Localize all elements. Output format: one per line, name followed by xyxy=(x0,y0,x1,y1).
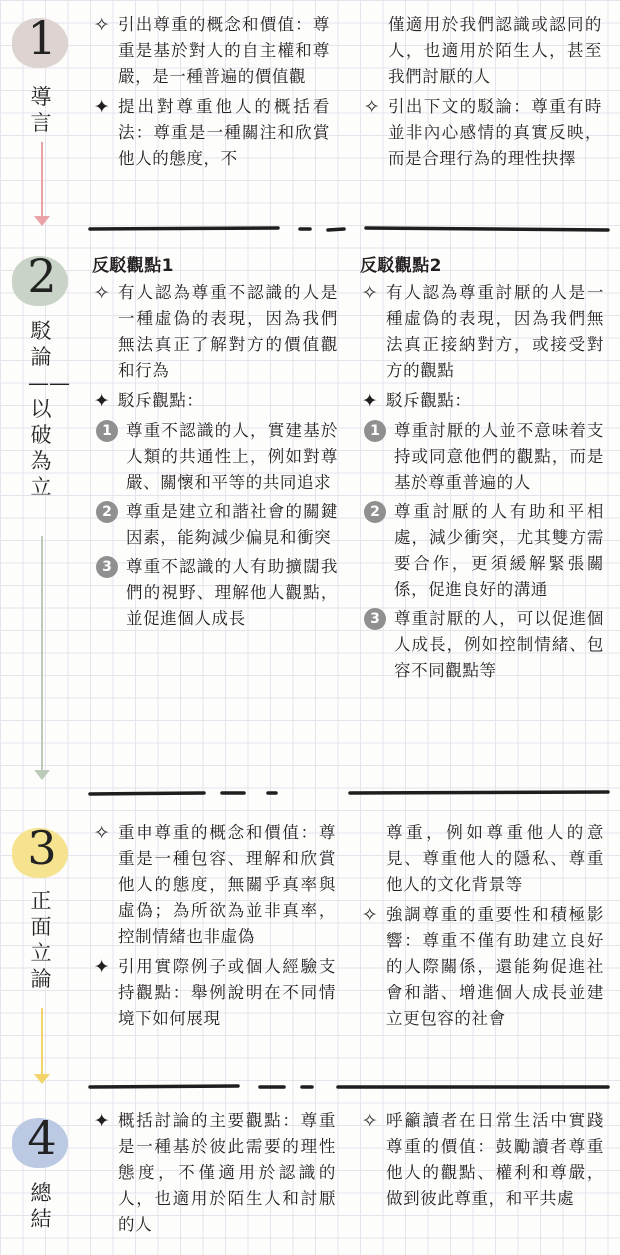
column-right xyxy=(360,254,604,687)
bullet-item xyxy=(92,954,336,1032)
number-2-badge: 2 xyxy=(96,501,118,523)
section-refutation xyxy=(0,246,620,790)
rebuttal-point xyxy=(360,418,604,496)
bullet-text: 僅適用於我們認識或認同的人，也適用於陌生人，甚至我們討厭的人 xyxy=(388,15,602,86)
bullet-text: 引用實際例子或個人經驗支持觀點：舉例說明在不同情境下如何展現 xyxy=(118,957,336,1028)
bullet-item xyxy=(92,12,330,90)
four-point-star-outline-icon: ✧ xyxy=(93,282,111,304)
bullet-item xyxy=(92,94,330,172)
flow-line xyxy=(41,142,43,220)
four-point-star-outline-icon: ✧ xyxy=(361,282,379,304)
four-point-star-filled-icon: ✦ xyxy=(93,96,111,118)
bullet-text: 提出對尊重他人的概括看法：尊重是一種關注和欣賞他人的態度，不 xyxy=(118,97,330,168)
flow-line xyxy=(41,1008,43,1078)
rebuttal-point xyxy=(92,554,338,632)
section-title xyxy=(28,84,54,136)
section-conclusion xyxy=(0,1104,620,1255)
bullet-text: 引出下文的駁論：尊重有時並非內心感情的真實反映，而是合理行為的理性抉擇 xyxy=(388,97,602,168)
flow-line xyxy=(41,536,43,772)
rebuttal-point xyxy=(92,418,338,496)
section-title-text: 總結 xyxy=(30,1181,52,1231)
claim-item xyxy=(92,280,338,384)
bullet-text: 強調尊重的重要性和積極影響：尊重不僅有助建立良好的人際關係，還能夠促進社會和諧、增進個人成長並建立更包容的社會 xyxy=(386,905,604,1028)
counterpoint-heading: 反駁觀點1 xyxy=(92,256,174,276)
section-divider xyxy=(88,786,612,800)
bullet-item xyxy=(360,1108,604,1212)
flow-arrow-icon xyxy=(34,770,50,780)
continued-text xyxy=(360,820,604,898)
column-left xyxy=(92,254,338,635)
four-point-star-outline-icon: ✧ xyxy=(361,904,379,926)
section-title-text: 駁論——以破為立 xyxy=(28,319,70,499)
rebuttal-label-item xyxy=(360,388,604,414)
number-3-badge: 3 xyxy=(96,556,118,578)
four-point-star-outline-icon: ✧ xyxy=(361,1110,379,1132)
four-point-star-filled-icon: ✦ xyxy=(93,956,111,978)
claim-item xyxy=(360,280,604,384)
number-1-badge: 1 xyxy=(96,420,118,442)
section-title-text: 導言 xyxy=(30,85,52,135)
bullet-text: 呼籲讀者在日常生活中實踐尊重的價值：鼓勵讀者尊重他人的觀點、權利和尊嚴，做到彼此尊重，和平共處 xyxy=(386,1111,604,1208)
section-introduction xyxy=(0,0,620,220)
rebuttal-point xyxy=(92,499,338,551)
section-number-badge xyxy=(8,12,76,72)
four-point-star-filled-icon: ✦ xyxy=(93,390,111,412)
number-2-badge: 2 xyxy=(364,501,386,523)
bullet-item xyxy=(362,94,602,172)
column-left xyxy=(92,820,336,1036)
column-left xyxy=(92,1108,336,1242)
column-left xyxy=(92,12,330,176)
bullet-item xyxy=(92,1108,336,1238)
rebuttal-text: 尊重討厭的人，可以促進個人成長，例如控制情緒、包容不同觀點等 xyxy=(394,609,604,680)
section-number: 3 xyxy=(27,821,57,875)
four-point-star-filled-icon: ✦ xyxy=(361,390,379,412)
rebuttal-text: 尊重不認識的人有助擴闊我們的視野、理解他人觀點，並促進個人成長 xyxy=(126,557,338,628)
rebuttal-label: 駁斥觀點： xyxy=(118,391,204,410)
four-point-star-outline-icon: ✧ xyxy=(363,96,381,118)
claim-text: 有人認為尊重討厭的人是一種虛偽的表現，因為我們無法真正接納對方，或接受對方的觀點 xyxy=(386,283,604,380)
counterpoint-heading: 反駁觀點2 xyxy=(360,256,442,276)
bullet-item xyxy=(360,902,604,1032)
section-number-badge xyxy=(8,1112,76,1172)
section-title xyxy=(28,318,70,500)
section-title-text: 正面立論 xyxy=(30,889,52,991)
column-right xyxy=(362,12,602,176)
rebuttal-text: 尊重討厭的人並不意味着支持或同意他們的觀點，而是基於尊重普遍的人 xyxy=(394,421,604,492)
flow-arrow-icon xyxy=(34,216,50,226)
flow-arrow-icon xyxy=(34,1074,50,1084)
four-point-star-filled-icon: ✦ xyxy=(93,1110,111,1132)
rebuttal-point xyxy=(360,499,604,603)
section-argument xyxy=(0,812,620,1082)
claim-text: 有人認為尊重不認識的人是一種虛偽的表現，因為我們無法真正了解對方的價值觀和行為 xyxy=(118,283,338,380)
number-1-badge: 1 xyxy=(364,420,386,442)
section-title xyxy=(28,888,54,992)
section-number: 4 xyxy=(27,1111,57,1165)
rebuttal-text: 尊重不認識的人，實建基於人類的共通性上，例如對尊嚴、關懷和平等的共同追求 xyxy=(126,421,338,492)
rebuttal-text: 尊重討厭的人有助和平相處，減少衝突，尤其雙方需要合作，更須緩解緊張關係，促進良好的溝通 xyxy=(394,502,604,599)
bullet-text: 引出尊重的概念和價值：尊重是基於對人的自主權和尊嚴，是一種普遍的價值觀 xyxy=(118,15,330,86)
bullet-text: 尊重，例如尊重他人的意見、尊重他人的隱私、尊重他人的文化背景等 xyxy=(386,823,604,894)
continued-text xyxy=(362,12,602,90)
bullet-item xyxy=(92,820,336,950)
bullet-text: 重申尊重的概念和價值：尊重是一種包容、理解和欣賞他人的態度，無關乎真率與虛偽；為所欲為並非真率，控制情緒也非虛偽 xyxy=(118,823,336,946)
rebuttal-label-item xyxy=(92,388,338,414)
section-number-badge xyxy=(8,250,76,310)
column-right xyxy=(360,820,604,1036)
rebuttal-text: 尊重是建立和諧社會的關鍵因素，能夠減少偏見和衝突 xyxy=(126,502,338,547)
section-title xyxy=(28,1180,54,1232)
section-divider xyxy=(88,222,612,236)
section-number: 1 xyxy=(27,11,57,65)
column-right xyxy=(360,1108,604,1216)
bullet-text: 概括討論的主要觀點：尊重是一種基於彼此需要的理性態度，不僅適用於認識的人，也適用於陌生人和討厭的人 xyxy=(118,1111,336,1234)
rebuttal-label: 駁斥觀點： xyxy=(386,391,472,410)
number-3-badge: 3 xyxy=(364,608,386,630)
section-number: 2 xyxy=(27,249,57,303)
rebuttal-point xyxy=(360,606,604,684)
section-divider xyxy=(88,1080,612,1094)
four-point-star-outline-icon: ✧ xyxy=(93,14,111,36)
section-number-badge xyxy=(8,822,76,882)
four-point-star-outline-icon: ✧ xyxy=(93,822,111,844)
